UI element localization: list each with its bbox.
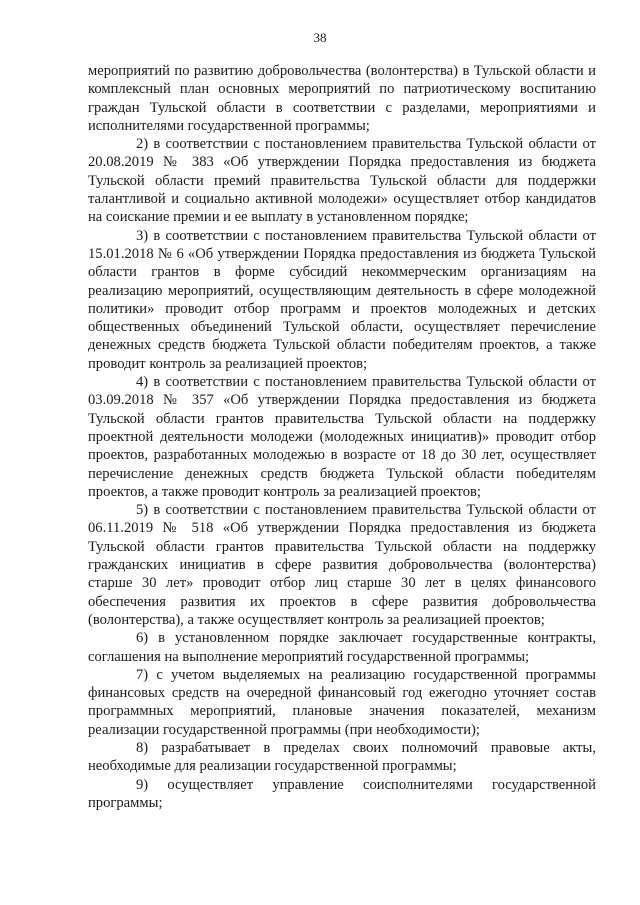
paragraph-item-5: 5) в соответствии с постановлением правительства Тульской области от 06.11.2019 № 518 «Об утверждении Порядка предоставления из бюджета Тульской области грантов правительства Тульской области на поддержку гражданских инициатив в сфере развития добровольчества (волонтерства) старше 30 лет» проводит отбор лиц старше 30 лет в целях финансового обеспечения развития их проектов в сфере развития добровольчества (волонтерства), а также осуществляет контроль за реализацией проектов; [88, 502, 596, 628]
page-number: 38 [313, 30, 327, 45]
paragraph-item-6: 6) в установленном порядке заключает государственные контракты, соглашения на выполнение мероприятий государственной программы; [88, 630, 596, 665]
document-body [88, 62, 596, 812]
paragraph-continuation: мероприятий по развитию добровольчества (волонтерства) в Тульской области и комплексный план основных мероприятий по патриотическому воспитанию граждан Тульской области в соответствии с разделами, мероприятиями и исполнителями государственной программы; [88, 63, 596, 134]
paragraph-item-4: 4) в соответствии с постановлением правительства Тульской области от 03.09.2018 № 357 «Об утверждении Порядка предоставления из бюджета Тульской области грантов правительства Тульской области на поддержку проектной деятельности молодежи (молодежных инициатив)» проводит отбор проектов, разработанных молодежью в возрасте от 18 до 30 лет, осуществляет перечисление денежных средств бюджета Тульской области победителям проектов, а также проводит контроль за реализацией проектов; [88, 374, 596, 500]
paragraph-item-2: 2) в соответствии с постановлением правительства Тульской области от 20.08.2019 № 383 «Об утверждении Порядка предоставления из бюджета Тульской области премий правительства Тульской области для поддержки талантливой и социально активной молодежи» осуществляет отбор кандидатов на соискание премии и ее выплату в установленном порядке; [88, 136, 596, 226]
paragraph-item-3: 3) в соответствии с постановлением правительства Тульской области от 15.01.2018 № 6 «Об утверждении Порядка предоставления из бюджета Тульской области грантов в форме субсидий некоммерческим организациям на реализацию мероприятий, осуществляющим деятельность в сфере молодежной политики» проводит отбор программ и проектов молодежных и детских общественных объединений Тульской области, осуществляет перечисление денежных средств бюджета Тульской области победителям проектов, а также проводит контроль за реализацией проектов; [88, 227, 596, 372]
paragraph-item-7: 7) с учетом выделяемых на реализацию государственной программы финансовых средств на очередной финансовый год ежегодно уточняет состав программных мероприятий, плановые значения показателей, механизм реализации государственной программы (при необходимости); [88, 666, 596, 738]
paragraph-item-9: 9) осуществляет управление соисполнителями государственной программы; [88, 776, 596, 811]
paragraph-item-8: 8) разрабатывает в пределах своих полномочий правовые акты, необходимые для реализации государственной программы; [88, 739, 596, 775]
